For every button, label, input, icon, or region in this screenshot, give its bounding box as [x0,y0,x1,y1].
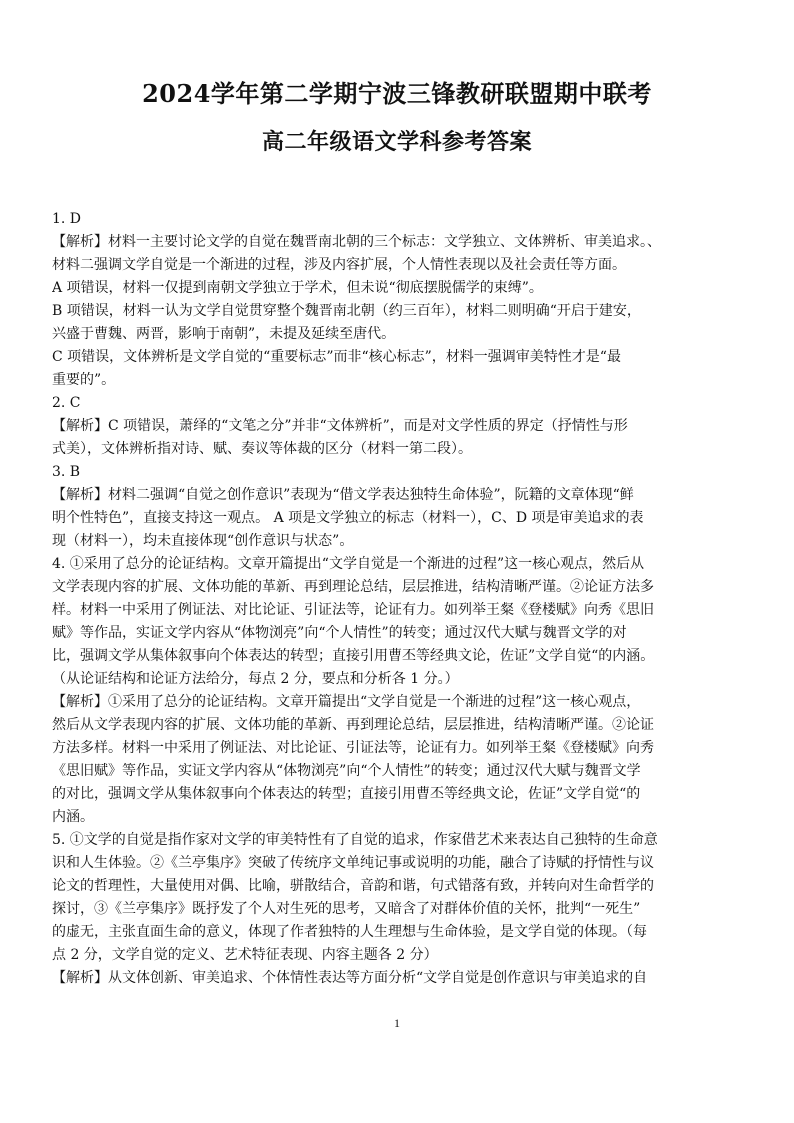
text-line: 论文的哲理性，大量使用对偶、比喻，骈散结合，音韵和谐，句式错落有致，并转向对生命哲学的 [52,878,654,894]
text-line: 然后从文学表现内容的扩展、文体功能的革新、再到理论总结，层层推进，结构清晰严谨。②论证 [52,717,654,733]
text-line: 的虚无，主张直面生命的意义，体现了作者独特的人生理想与生命体验，是文学自觉的体现。（每 [52,924,647,940]
answer-body [52,208,748,990]
text-line: B 项错误，材料一认为文学自觉贯穿整个魏晋南北朝（约三百年），材料二则明确“开启于建安， [52,303,641,319]
text-line: 2. C [52,395,81,411]
text-line: 3. B [52,464,81,480]
text-line: 【解析】材料二强调“自觉之创作意识”表现为“借文学表达独特生命体验”，阮籍的文章体现“鲜 [52,487,634,503]
document-title: 2024学年第二学期宁波三锋教研联盟期中联考 [142,79,652,108]
text-line: 【解析】C 项错误，萧绎的“文笔之分”并非“文体辨析”，而是对文学性质的界定（抒情性与形 [52,418,628,434]
text-line: 识和人生体验。②《兰亭集序》突破了传统序文单纯记事或说明的功能，融合了诗赋的抒情性与议 [52,855,654,871]
text-line: 赋》等作品，实证文学内容从“体物浏亮”向“个人情性”的转变；通过汉代大赋与魏晋文学的对 [52,625,627,641]
text-line: （从论证结构和论证方法给分，每点 2 分，要点和分析各 1 分。） [52,671,459,687]
text-line: 【解析】材料一主要讨论文学的自觉在魏晋南北朝的三个标志：文学独立、文体辨析、审美追求。、 [52,234,661,250]
text-line: C 项错误，文体辨析是文学自觉的“重要标志”而非“核心标志”，材料一强调审美特性才是“最 [52,349,621,365]
text-line: 材料二强调文学自觉是一个渐进的过程，涉及内容扩展，个人情性表现以及社会责任等方面。 [52,257,626,273]
text-line: 5. ①文学的自觉是指作家对文学的审美特性有了自觉的追求，作家借艺术来表达自己独特的生命意 [52,832,658,848]
text-line: 重要的”。 [52,372,116,388]
text-line: 【解析】①采用了总分的论证结构。文章开篇提出“文学自觉是一个渐进的过程”这一核心观点， [52,694,641,710]
text-line: 点 2 分，文学自觉的定义、艺术特征表现、内容主题各 2 分） [52,947,438,963]
text-line: 式美），文体辨析指对诗、赋、奏议等体裁的区分（材料一第二段）。 [52,441,472,457]
text-line: 1. D [52,211,82,227]
text-line: 方法多样。材料一中采用了例证法、对比论证、引证法等，论证有力。如列举王粲《登楼赋》向秀 [52,740,654,756]
text-line: 探讨，③《兰亭集序》既抒发了个人对生死的思考，又暗含了对群体价值的关怀，批判“一死生” [52,901,641,917]
text-line: 《思旧赋》等作品，实证文学内容从“体物浏亮”向“个人情性”的转变；通过汉代大赋与魏晋文学 [52,763,641,779]
text-line: 明个性特色”，直接支持这一观点。 A 项是文学独立的标志（材料一），C、D 项是审美追求的表 [52,510,644,526]
text-line: 【解析】从文体创新、审美追求、个体情性表达等方面分析“文学自觉是创作意识与审美追求的自 [52,970,648,986]
text-line: 文学表现内容的扩展、文体功能的革新、再到理论总结，层层推进，结构清晰严谨。②论证方法多 [52,579,654,595]
text-line: 内涵。 [52,809,94,825]
document-subtitle: 高二年级语文学科参考答案 [261,129,532,155]
text-line: 现（材料一），均未直接体现“创作意识与状态”。 [52,533,354,549]
text-line: 比，强调文学从集体叙事向个体表达的转型；直接引用曹丕等经典文论，佐证”文学自觉“的内涵。 [52,648,655,664]
text-line: 4. ①采用了总分的论证结构。文章开篇提出“文学自觉是一个渐进的过程”这一核心观点，然后从 [52,556,645,572]
text-line: A 项错误，材料一仅提到南朝文学独立于学术，但未说“彻底摆脱儒学的束缚”。 [52,280,543,296]
text-line: 兴盛于曹魏、两晋，影响于南朝”，未提及延续至唐代。 [52,326,396,342]
text-line: 样。材料一中采用了例证法、对比论证、引证法等，论证有力。如列举王粲《登楼赋》向秀《思旧 [52,602,654,618]
text-line: 的对比，强调文学从集体叙事向个体表达的转型；直接引用曹丕等经典文论，佐证”文学自觉“的 [52,786,641,802]
page-number: 1 [394,1016,400,1030]
